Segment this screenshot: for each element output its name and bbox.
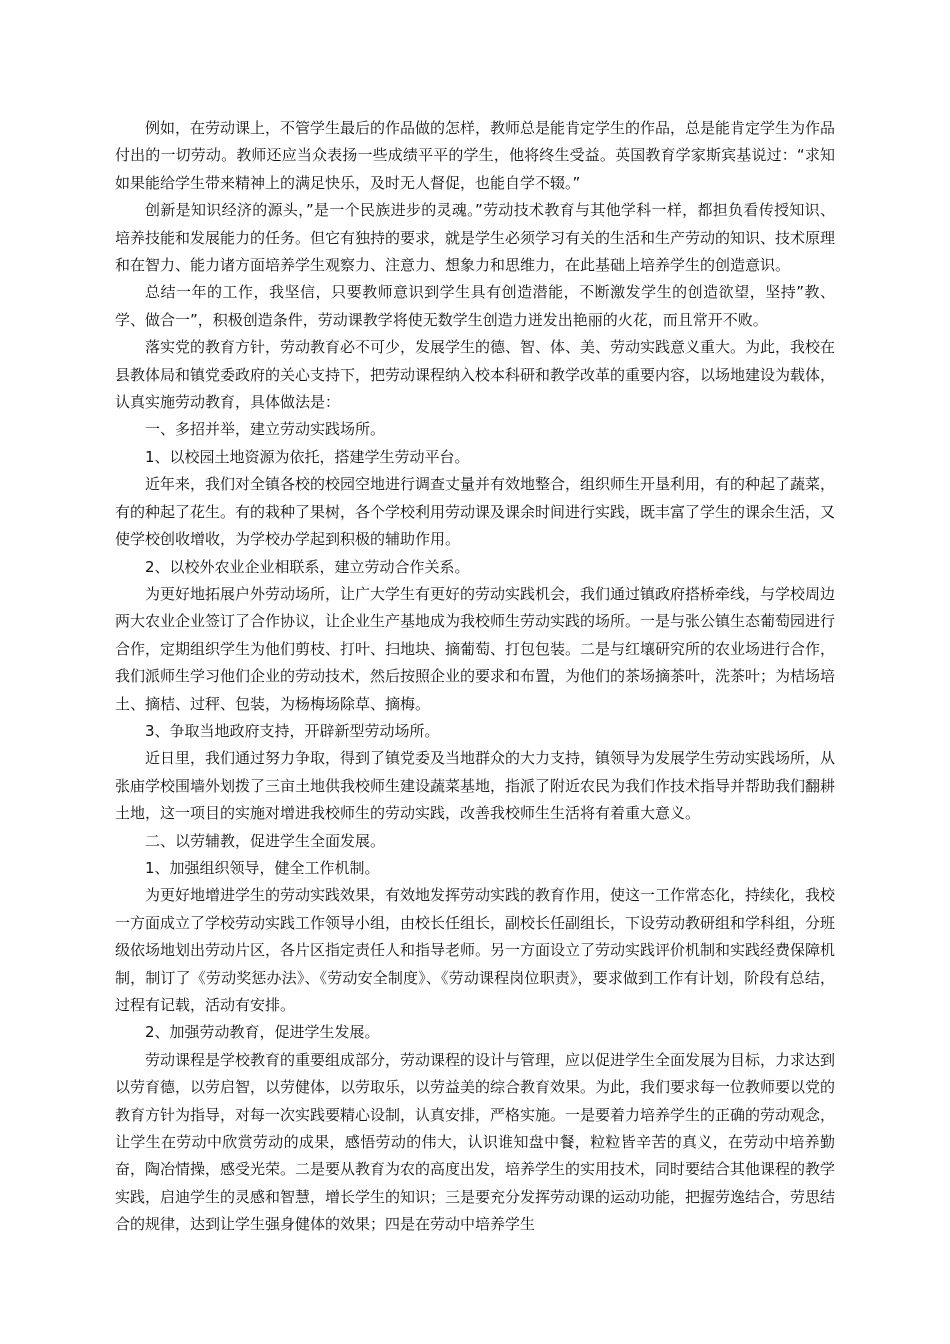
subsection-heading: 1、加强组织领导，健全工作机制。 (145, 858, 380, 877)
paragraph: 近年来，我们对全镇各校的校园空地进行调查丈量并有效地整合，组织师生开垦利用，有的种起了蔬菜，有的种起了花生。有的栽种了果树，各个学校利用劳动课及课余时间进行实践，既丰富了学生的课余生活，又使学校创收增收，为学校办学起到积极的辅助作用。 (115, 475, 836, 549)
paragraph: 落实党的教育方针，劳动教育必不可少，发展学生的德、智、体、美、劳动实践意义重大。为此，我校在县教体局和镇党委政府的关心支持下，把劳动课程纳入校本科研和教学改革的重要内容，以场地建设为载体，认真实施劳动教育，具体做法是： (115, 338, 836, 412)
document-body (115, 115, 835, 1239)
paragraph: 为更好地拓展户外劳动场所，让广大学生有更好的劳动实践机会，我们通过镇政府搭桥牵线，与学校周边两大农业企业签订了合作协议，让企业生产基地成为我校师生劳动实践的场所。一是与张公镇生态葡萄园进行合作，定期组织学生为他们剪枝、打叶、扫地块、摘葡萄、打包包装。二是与红壤研究所的农业场进行合作，我们派师生学习他们企业的劳动技术，然后按照企业的要求和布置，为他们的茶场摘茶叶，洗茶叶；为桔场培土、摘桔、过秤、包装，为杨梅场除草、摘梅。 (115, 584, 836, 713)
section-heading: 二、以劳辅教，促进学生全面发展。 (145, 831, 386, 850)
paragraph: 近日里，我们通过努力争取，得到了镇党委及当地群众的大力支持，镇领导为发展学生劳动实践场所，从张庙学校围墙外划拨了三亩土地供我校师生建设蔬菜基地，指派了附近农民为我们作技术指导并帮助我们翻耕土地，这一项目的实施对增进我校师生的劳动实践，改善我校师生生活将有着重大意义。 (115, 749, 836, 823)
subsection-heading: 3、争取当地政府支持，开辟新型劳动场所。 (145, 721, 440, 740)
paragraph: 劳动课程是学校教育的重要组成部分，劳动课程的设计与管理，应以促进学生全面发展为目标，力求达到以劳育德，以劳启智，以劳健体，以劳取乐，以劳益美的综合教育效果。为此，我们要求每一位教师要以党的教育方针为指导，对每一次实践要精心设制，认真安排，严格实施。一是要着力培养学生的正确的劳动观念，让学生在劳动中欣赏劳动的成果，感悟劳动的伟大，认识谁知盘中餐，粒粒皆辛苦的真义，在劳动中培养勤奋，陶冶情操，感受光荣。二是要从教育为农的高度出发，培养学生的实用技术，同时要结合其他课程的教学实践，启迪学生的灵感和智慧，增长学生的知识；三是要充分发挥劳动课的运动功能，把握劳逸结合，劳思结合的规律，达到让学生强身健体的效果；四是在劳动中培养学生 (115, 1050, 836, 1234)
paragraph: 创新是知识经济的源头，”是一个民族进步的灵魂。”劳动技术教育与其他学科一样，都担负看传授知识、培养技能和发展能力的任务。但它有独持的要求，就是学生必须学习有关的生活和生产劳动的知识、技术原理和在智力、能力诸方面培养学生观察力、注意力、想象力和思维力，在此基础上培养学生的创造意识。 (115, 201, 836, 275)
subsection-heading: 2、以校外农业企业相联系，建立劳动合作关系。 (145, 557, 470, 576)
paragraph: 总结一年的工作，我坚信，只要教师意识到学生具有创造潜能，不断激发学生的创造欲望，坚持”教、学、做合一”，积极创造条件，劳动课教学将使无数学生创造力迸发出艳丽的火花，而且常开不败。 (115, 283, 835, 329)
subsection-heading: 2、加强劳动教育，促进学生发展。 (145, 1023, 380, 1042)
section-heading: 一、多招并举，建立劳动实践场所。 (145, 420, 386, 439)
paragraph: 例如，在劳动课上，不管学生最后的作品做的怎样，教师总是能肯定学生的作品，总是能肯定学生为作品付出的一切劳动。教师还应当众表扬一些成绩平平的学生，他将终生受益。英国教育学家斯宾基说过：“求知如果能给学生带来精神上的满足快乐，及时无人督促，也能自学不辍。” (115, 119, 836, 192)
paragraph: 为更好地增进学生的劳动实践效果，有效地发挥劳动实践的教育作用，使这一工作常态化，持续化，我校一方面成立了学校劳动实践工作领导小组，由校长任组长，副校长任副组长，下设劳动教研组和学科组，分班级依场地划出劳动片区，各片区指定责任人和指导老师。另一方面设立了劳动实践评价机制和实践经费保障机制，制订了《劳动奖惩办法》、《劳动安全制度》、《劳动课程岗位职责》，要求做到工作有计划，阶段有总结，过程有记载，活动有安排。 (115, 886, 836, 1014)
subsection-heading: 1、以校园土地资源为依托，搭建学生劳动平台。 (145, 447, 470, 466)
